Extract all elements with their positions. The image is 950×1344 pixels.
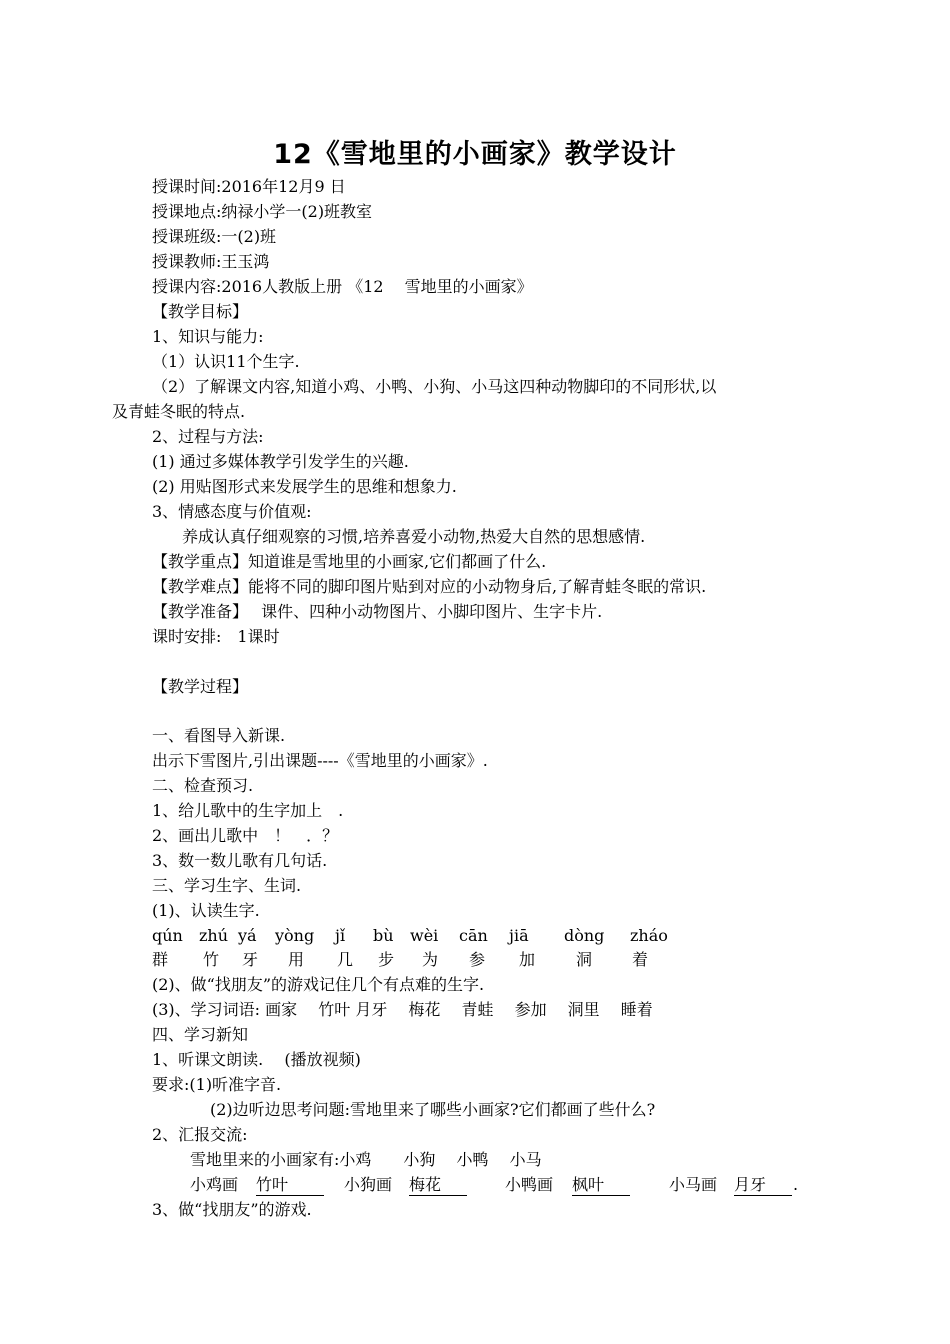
pinyin-item: wèi xyxy=(410,926,439,945)
step-4-4: 2、汇报交流: xyxy=(152,1125,248,1144)
step-4-5: 雪地里来的小画家有:小鸡 小狗 小鸭 小马 xyxy=(190,1150,542,1169)
step-4-1: 1、听课文朗读. (播放视频) xyxy=(152,1050,361,1069)
step-2-2: 2、画出儿歌中 ！ ．？ xyxy=(152,826,339,845)
character-item: 洞 xyxy=(576,950,593,969)
character-item: 竹 xyxy=(203,950,220,969)
key-point: 【教学重点】知道谁是雪地里的小画家,它们都画了什么. xyxy=(152,552,547,571)
painter-answer-wrap xyxy=(256,1174,324,1196)
painter-label: 小马画 xyxy=(669,1175,718,1194)
pinyin-item: qún xyxy=(152,926,183,945)
character-item: 参 xyxy=(469,950,486,969)
pinyin-item: dòng xyxy=(564,926,605,945)
document-title: 12《雪地里的小画家》教学设计 xyxy=(273,139,677,170)
painter-label: 小鸡画 xyxy=(190,1175,239,1194)
step-3-2: (2)、做“找朋友”的游戏记住几个有点难的生字. xyxy=(152,975,485,994)
painter-answer-wrap xyxy=(409,1174,467,1196)
painter-label: 小狗画 xyxy=(344,1175,393,1194)
character-item: 着 xyxy=(632,950,649,969)
pinyin-item: zháo xyxy=(630,926,668,945)
character-item: 步 xyxy=(378,950,395,969)
character-item: 牙 xyxy=(242,950,259,969)
goal-3-1: 养成认真仔细观察的习惯,培养喜爱小动物,热爱大自然的思想感情. xyxy=(182,527,646,546)
goal-2-1: (1) 通过多媒体教学引发学生的兴趣. xyxy=(152,452,409,471)
process-heading: 【教学过程】 xyxy=(152,677,249,696)
info-content: 授课内容:2016人教版上册 《12 雪地里的小画家》 xyxy=(152,277,533,296)
goal-2-2: (2) 用贴图形式来发展学生的思维和想象力. xyxy=(152,477,457,496)
preparation: 【教学准备】 课件、四种小动物图片、小脚印图片、生字卡片. xyxy=(152,602,603,621)
step-4-2: 要求:(1)听准字音. xyxy=(152,1075,282,1094)
goal-1: 1、知识与能力: xyxy=(152,327,264,346)
difficulty: 【教学难点】能将不同的脚印图片贴到对应的小动物身后,了解青蛙冬眠的常识. xyxy=(152,577,707,596)
painter-answer-wrap xyxy=(572,1174,630,1196)
pinyin-item: jǐ xyxy=(335,926,346,945)
painter-answer-wrap xyxy=(734,1174,792,1196)
goal-1-1: （1）认识11个生字. xyxy=(152,352,300,371)
info-time: 授课时间:2016年12月9 日 xyxy=(152,177,346,196)
painter-answer: 枫叶 xyxy=(572,1175,630,1196)
painters-period: . xyxy=(793,1175,799,1194)
painter-answer: 月牙 xyxy=(734,1175,792,1196)
info-place: 授课地点:纳禄小学一(2)班教室 xyxy=(152,202,373,221)
step-1: 一、看图导入新课. xyxy=(152,726,286,745)
step-4: 四、学习新知 xyxy=(152,1025,249,1044)
step-3-1: (1)、认读生字. xyxy=(152,901,260,920)
step-3: 三、学习生字、生词. xyxy=(152,876,302,895)
pinyin-item: jiā xyxy=(509,926,529,945)
step-4-3: (2)边听边思考问题:雪地里来了哪些小画家?它们都画了些什么? xyxy=(210,1100,656,1119)
goal-2: 2、过程与方法: xyxy=(152,427,264,446)
step-2-3: 3、数一数儿歌有几句话. xyxy=(152,851,328,870)
info-class: 授课班级:一(2)班 xyxy=(152,227,277,246)
schedule: 课时安排: 1课时 xyxy=(152,627,280,646)
pinyin-item: cān xyxy=(459,926,488,945)
step-1-1: 出示下雪图片,引出课题----《雪地里的小画家》. xyxy=(152,751,488,770)
step-2-1: 1、给儿歌中的生字加上 . xyxy=(152,801,344,820)
goal-1-2: （2）了解课文内容,知道小鸡、小鸭、小狗、小马这四种动物脚印的不同形状,以 xyxy=(152,377,717,396)
character-item: 为 xyxy=(422,950,439,969)
pinyin-item: yá xyxy=(238,926,257,945)
pinyin-item: bù xyxy=(373,926,394,945)
step-3-3: (3)、学习词语: 画家 竹叶 月牙 梅花 青蛙 参加 洞里 睡着 xyxy=(152,1000,653,1019)
step-4-6: 3、做“找朋友”的游戏. xyxy=(152,1200,312,1219)
pinyin-item: yòng xyxy=(275,926,315,945)
step-2: 二、检查预习. xyxy=(152,776,254,795)
character-item: 群 xyxy=(152,950,169,969)
painter-answer: 竹叶 xyxy=(256,1175,324,1196)
painter-label: 小鸭画 xyxy=(505,1175,554,1194)
character-item: 几 xyxy=(337,950,354,969)
pinyin-item: zhú xyxy=(199,926,229,945)
info-teacher: 授课教师:王玉鸿 xyxy=(152,252,270,271)
character-item: 用 xyxy=(288,950,305,969)
goal-3: 3、情感态度与价值观: xyxy=(152,502,312,521)
goal-1-2-cont: 及青蛙冬眠的特点. xyxy=(112,402,246,421)
goals-heading: 【教学目标】 xyxy=(152,302,249,321)
character-item: 加 xyxy=(519,950,536,969)
painter-answer: 梅花 xyxy=(409,1175,467,1196)
